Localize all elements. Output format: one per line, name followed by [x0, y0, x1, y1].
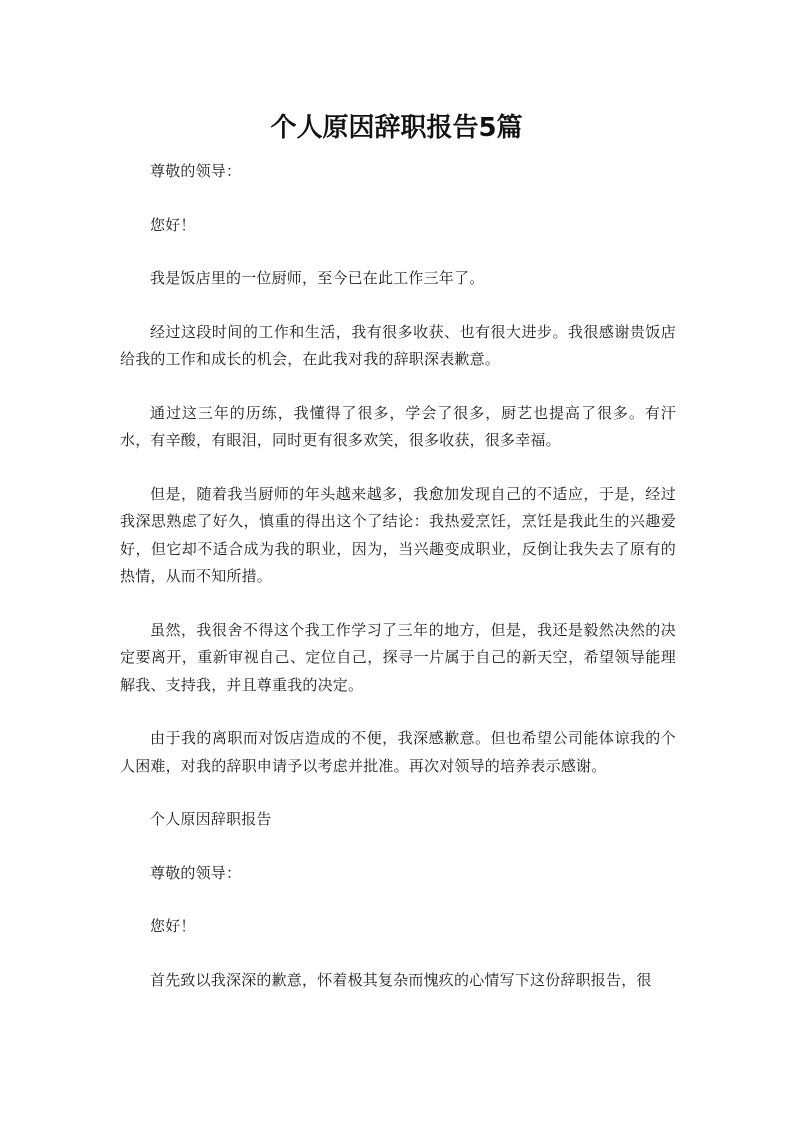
section-heading: 个人原因辞职报告 [150, 810, 272, 828]
body-paragraph: 我是饭店里的一位厨师，至今已在此工作三年了。 [150, 269, 485, 287]
body-paragraph: 虽然，我很舍不得这个我工作学习了三年的地方，但是，我还是毅然决然的决定要离开，重新审视自己、定位自己，探寻一片属于自己的新天空，希望领导能理解我、支持我，并且尊重我的决定。 [120, 620, 676, 694]
body-paragraph: 首先致以我深深的歉意，怀着极其复杂而愧疚的心情写下这份辞职报告，很 [150, 970, 652, 989]
salutation: 尊敬的领导： [150, 863, 242, 882]
greeting: 您好！ [150, 917, 196, 935]
document-title: 个人原因辞职报告5篇 [270, 113, 523, 143]
body-paragraph: 经过这段时间的工作和生活，我有很多收获、也有很大进步。我很感谢贵饭店给我的工作和成长的机会，在此我对我的辞职深表歉意。 [120, 322, 676, 368]
body-paragraph: 但是，随着我当厨师的年头越来越多，我愈加发现自己的不适应，于是，经过我深思熟虑了好久，慎重的得出这个了结论：我热爱烹饪，烹饪是我此生的兴趣爱好，但它却不适合成为我的职业，因为，当兴趣变成职业，反倒让我失去了原有的热情，从而不知所措。 [120, 484, 676, 585]
body-paragraph: 由于我的离职而对饭店造成的不便，我深感歉意。但也希望公司能体谅我的个人困难，对我的辞职申请予以考虑并批准。再次对领导的培养表示感谢。 [120, 729, 676, 775]
greeting: 您好！ [150, 215, 196, 234]
salutation: 尊敬的领导： [150, 162, 242, 180]
body-paragraph: 通过这三年的历练，我懂得了很多，学会了很多，厨艺也提高了很多。有汗水，有辛酸，有眼泪，同时更有很多欢笑，很多收获，很多幸福。 [120, 403, 676, 449]
document-body [120, 158, 676, 1020]
